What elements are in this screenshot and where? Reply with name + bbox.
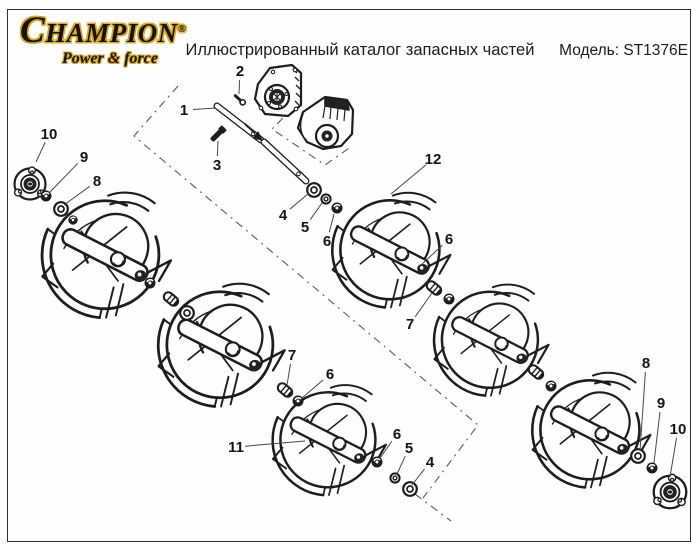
- callout-6: [380, 426, 401, 458]
- lock-nut: [444, 294, 455, 305]
- shear-pin: [527, 363, 545, 380]
- drive-shaft: [217, 106, 261, 140]
- callout-leader-line: [329, 214, 334, 232]
- callout-leader-line: [36, 142, 45, 162]
- cotter-pin: [234, 94, 247, 106]
- callout-number: 10: [669, 421, 687, 438]
- callout-number: 7: [287, 347, 297, 364]
- callout-number: 1: [179, 102, 189, 119]
- callout-leader-line: [391, 165, 426, 194]
- shear-pin: [276, 381, 294, 398]
- callout-leader-line: [245, 441, 305, 446]
- callout-1: [180, 102, 216, 119]
- gearbox-housing-right: [298, 97, 353, 149]
- washer: [390, 473, 399, 482]
- callout-number: 7: [405, 316, 415, 333]
- lock-nut: [293, 396, 304, 407]
- bearing-washer: [180, 306, 194, 320]
- callout-number: 8: [641, 355, 651, 372]
- callout-number: 6: [392, 426, 402, 443]
- callout-7: [287, 347, 296, 385]
- callout-leader-line: [654, 412, 660, 463]
- callout-number: 5: [404, 440, 414, 457]
- shear-pin: [425, 279, 443, 296]
- callout-3: [213, 141, 221, 174]
- callout-number: 6: [325, 366, 335, 383]
- callout-number: 2: [235, 63, 245, 80]
- auger-flight: [273, 385, 386, 495]
- model-label: Модель: ST1376E: [559, 42, 688, 59]
- brand-tagline: Power & force: [62, 50, 158, 67]
- callout-7: [406, 293, 432, 333]
- callout-12: [391, 151, 441, 194]
- lock-nut: [41, 191, 52, 202]
- callout-4: [412, 454, 435, 485]
- callout-number: 10: [40, 126, 58, 143]
- callout-9: [654, 395, 665, 463]
- callout-number: 9: [79, 149, 89, 166]
- registered-mark: ®: [177, 23, 187, 35]
- lock-nut: [68, 215, 77, 224]
- callout-10: [670, 421, 687, 477]
- callout-number: 12: [424, 151, 442, 168]
- callout-10: [36, 126, 57, 162]
- callout-leader-line: [415, 293, 432, 317]
- drive-shaft: [264, 142, 306, 181]
- callout-number: 4: [425, 454, 435, 471]
- callout-leader-line: [239, 80, 240, 94]
- shaft-pin-hole: [297, 172, 301, 176]
- lock-nut: [372, 457, 383, 468]
- callout-leader-line: [50, 163, 78, 192]
- lock-nut: [145, 278, 156, 289]
- parts-layer: [15, 65, 687, 508]
- callout-leader-line: [290, 193, 309, 209]
- bearing-washer: [631, 449, 645, 463]
- callout-number: 5: [300, 219, 310, 236]
- callout-number: 4: [278, 207, 288, 224]
- callout-number: 11: [228, 439, 244, 456]
- lock-nut: [332, 203, 343, 214]
- callout-number: 6: [322, 233, 332, 250]
- washer: [321, 194, 330, 203]
- brand-word: CHAMPION: [20, 10, 178, 51]
- callout-leader-line: [412, 469, 424, 485]
- callout-leader-line: [670, 438, 677, 477]
- axis-dash-line: [415, 494, 451, 521]
- lock-nut: [546, 381, 557, 392]
- callout-number: 8: [92, 173, 102, 190]
- callout-leader-line: [287, 364, 291, 385]
- callout-11: [228, 439, 305, 456]
- callout-5: [397, 440, 413, 474]
- callout-number: 9: [656, 395, 666, 412]
- callout-leader-line: [310, 203, 322, 220]
- lock-nut: [647, 463, 658, 474]
- callout-leader-line: [193, 108, 216, 109]
- flange-bearing-right: [654, 474, 687, 508]
- bearing-washer: [307, 183, 321, 197]
- page-title: Иллюстрированный каталог запасных частей: [185, 41, 535, 59]
- callout-number: 6: [444, 231, 454, 248]
- bearing-washer: [403, 482, 417, 496]
- callout-leader-line: [64, 186, 90, 205]
- bolt: [209, 125, 227, 143]
- shear-pin: [162, 290, 180, 307]
- callout-number: 3: [212, 157, 222, 174]
- callout-leader-line: [217, 141, 218, 156]
- gearbox-housing-left: [255, 65, 301, 116]
- callout-leader-line: [397, 456, 405, 474]
- callout-5: [301, 203, 322, 236]
- callout-9: [50, 149, 88, 192]
- callout-2: [236, 63, 244, 94]
